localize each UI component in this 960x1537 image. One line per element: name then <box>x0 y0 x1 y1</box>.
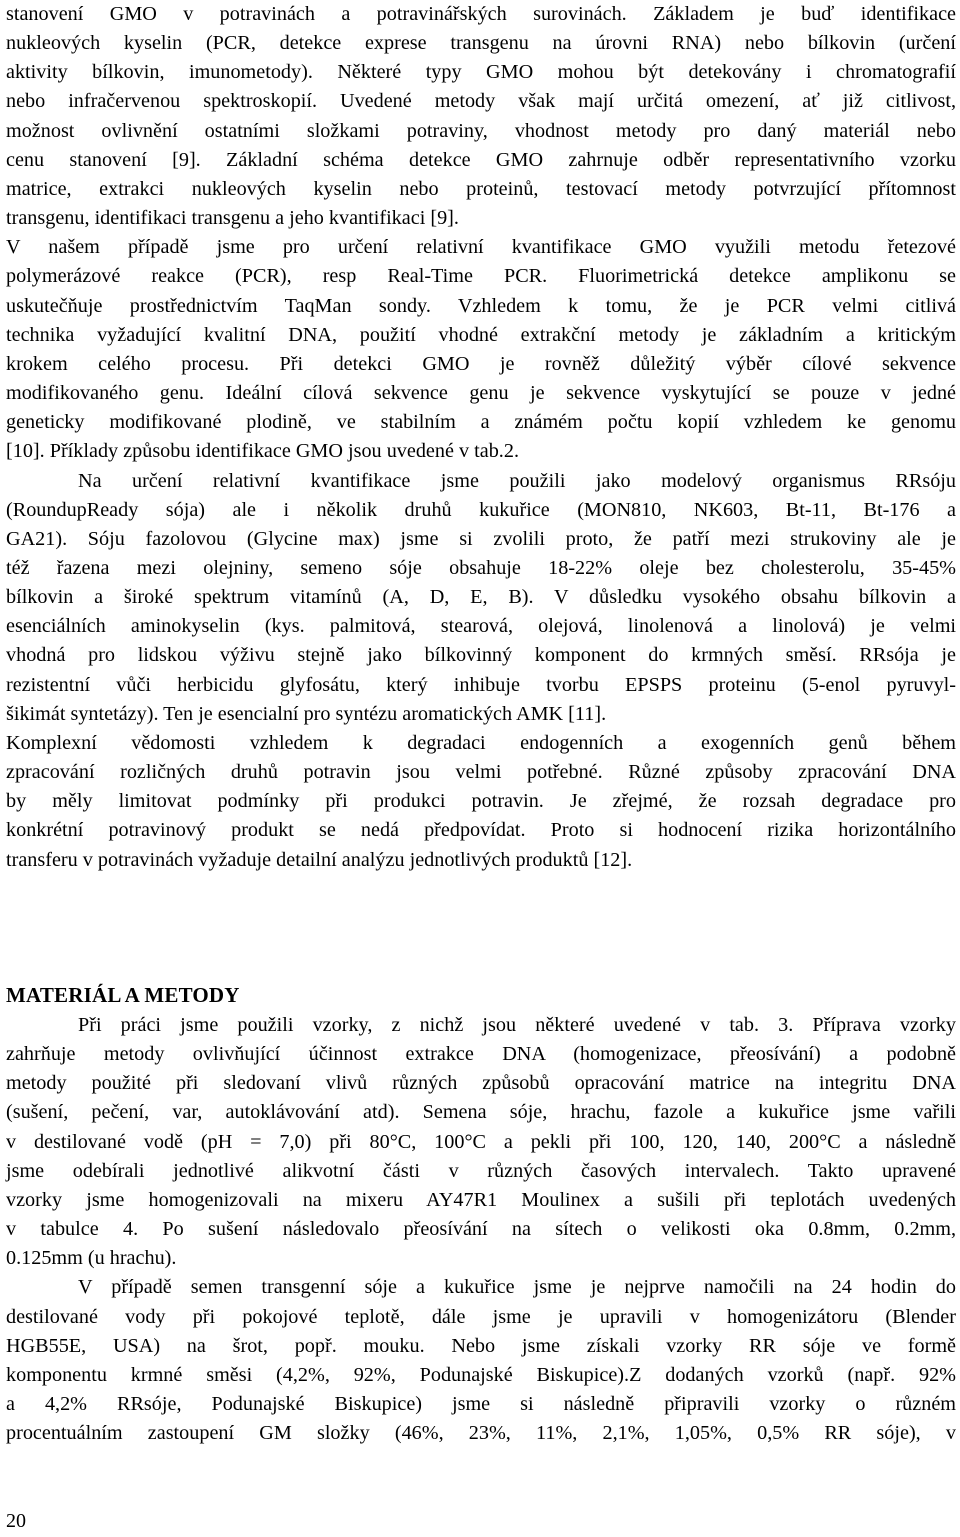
text-line: uskutečňuje prostřednictvím TaqMan sondy. Vzhledem k tomu, že je PCR velmi citlivá <box>6 294 956 317</box>
text-line: Komplexní vědomosti vzhledem k degradaci endogenních a exogenních genů během <box>6 731 956 754</box>
text-line: modifikovaného genu. Ideální cílová sekvence genu je sekvence vyskytující se pouze v jedné <box>6 382 956 405</box>
text-line: technika vyžadující kvalitní DNA, použití vhodné extrakční metody je základním a kritickým <box>6 323 956 346</box>
text-line: zpracování rozličných druhů potravin jsou velmi potřebné. Různé způsoby zpracování DNA <box>6 761 956 784</box>
text-line: Na určení relativní kvantifikace jsme použili jako modelový organismus RRsóju <box>78 469 956 492</box>
text-line: nebo infračervenou spektroskopií. Uvedené metody však mají určitá omezení, ať již citlivost, <box>6 90 956 113</box>
text-line: komponentu krmné směsi (4,2%, 92%, Podunajské Biskupice).Z dodaných vzorků (např. 92% <box>6 1363 956 1386</box>
text-line: metody použité při sledovaní vlivů různých způsobů opracování matrice na integritu DNA <box>6 1072 956 1095</box>
text-line: geneticky modifikované plodině, ve stabilním a známém počtu kopií vzhledem ke genomu <box>6 411 956 434</box>
text-line: HGB55E, USA) na šrot, popř. mouku. Nebo jsme získali vzorky RR sóje ve formě <box>6 1334 956 1357</box>
text-line: rezistentní vůči herbicidu glyfosátu, který inhibuje tvorbu EPSPS proteinu (5-enol pyruvyl- <box>6 673 956 696</box>
text-line: zahrňuje metody ovlivňující účinnost extrakce DNA (homogenizace, přeosívání) a podobně <box>6 1043 956 1066</box>
text-line: [10]. Příklady způsobu identifikace GMO jsou uvedené v tab.2. <box>6 440 519 463</box>
text-line: GA21). Sóju fazolovou (Glycine max) jsme si zvolili proto, že patří mezi strukoviny ale je <box>6 527 956 550</box>
text-line: (RoundupReady sója) ale i několik druhů kukuřice (MON810, NK603, Bt-11, Bt-176 a <box>6 498 956 521</box>
text-line: destilované vody při pokojové teplotě, dále jsme je upravili v homogenizátoru (Blender <box>6 1305 956 1328</box>
text-line: a 4,2% RRsóje, Podunajské Biskupice) jsme si následně připravili vzorky o různém <box>6 1393 956 1416</box>
text-line: cenu stanovení [9]. Základní schéma detekce GMO zahrnuje odběr representativního vzorku <box>6 148 956 171</box>
section-heading: MATERIÁL A METODY <box>6 983 240 1007</box>
text-line: transgenu, identifikaci transgenu a jeho kvantifikaci [9]. <box>6 207 459 230</box>
text-line: V případě semen transgenní sóje a kukuřice jsme je nejprve namočili na 24 hodin do <box>78 1276 956 1299</box>
text-line: konkrétní potravinový produkt se nedá předpovídat. Proto si hodnocení rizika horizontálního <box>6 819 956 842</box>
text-line: esenciálních aminokyselin (kys. palmitová, stearová, olejová, linolenová a linolová) je velmi <box>6 615 956 638</box>
page-number: 20 <box>6 1510 26 1532</box>
text-line: V našem případě jsme pro určení relativní kvantifikace GMO využili metodu řetezové <box>6 236 956 259</box>
text-line: jsme odebírali jednotlivé alikvotní části v různých časových intervalech. Takto upravené <box>6 1159 956 1182</box>
text-line: bílkovin a široké spektrum vitamínů (A, D, E, B). V důsledku vysokého obsahu bílkovin a <box>6 586 956 609</box>
text-line: v destilované vodě (pH = 7,0) při 80°C, 100°C a pekli při 100, 120, 140, 200°C a následně <box>6 1130 956 1153</box>
methods-text <box>6 1011 956 1448</box>
body-text <box>6 0 956 875</box>
text-line: (sušení, pečení, var, autoklávování atd). Semena sóje, hrachu, fazole a kukuřice jsme vařili <box>6 1101 956 1124</box>
text-line: matrice, extrakci nukleových kyselin nebo proteinů, testovací metody potvrzující přítomnost <box>6 177 956 200</box>
text-line: vhodná pro lidskou výživu stejně jako bílkovinný komponent do krmných směsí. RRsója je <box>6 644 956 667</box>
text-line: procentuálním zastoupení GM složky (46%, 23%, 11%, 2,1%, 1,05%, 0,5% RR sóje), v <box>6 1422 956 1445</box>
text-line: šikimát syntetázy). Ten je esencialní pro syntézu aromatických AMK [11]. <box>6 702 607 725</box>
text-line: vzorky jsme homogenizovali na mixeru AY47R1 Moulinex a sušili při teplotách uvedených <box>6 1188 956 1211</box>
text-line: nukleových kyselin (PCR, detekce exprese transgenu na úrovni RNA) nebo bílkovin (určení <box>6 32 956 55</box>
text-line: aktivity bílkovin, imunometody). Některé typy GMO mohou být detekovány i chromatografií <box>6 61 956 84</box>
text-line: v tabulce 4. Po sušení následovalo přeosívání na sítech o velikosti oka 0.8mm, 0.2mm, <box>6 1218 956 1241</box>
text-line: též řazena mezi olejniny, semeno sóje obsahuje 18-22% oleje bez cholesterolu, 35-45% <box>6 556 956 579</box>
text-line: možnost ovlivnění ostatními složkami potraviny, vhodnost metody pro daný materiál nebo <box>6 119 956 142</box>
text-line: polymerázové reakce (PCR), resp Real-Time PCR. Fluorimetrická detekce amplikonu se <box>6 265 956 288</box>
text-line: stanovení GMO v potravinách a potravinářských surovinách. Základem je buď identifikace <box>6 3 956 25</box>
text-line: Při práci jsme použili vzorky, z nichž jsou některé uvedené v tab. 3. Příprava vzorky <box>78 1014 956 1036</box>
text-line: krokem celého procesu. Při detekci GMO je rovněž důležitý výběr cílové sekvence <box>6 352 956 375</box>
text-line: by měly limitovat podmínky při produkci potravin. Je zřejmé, že rozsah degradace pro <box>6 790 956 813</box>
text-line: transferu v potravinách vyžaduje detailní analýzu jednotlivých produktů [12]. <box>6 848 633 871</box>
text-line: 0.125mm (u hrachu). <box>6 1247 177 1270</box>
